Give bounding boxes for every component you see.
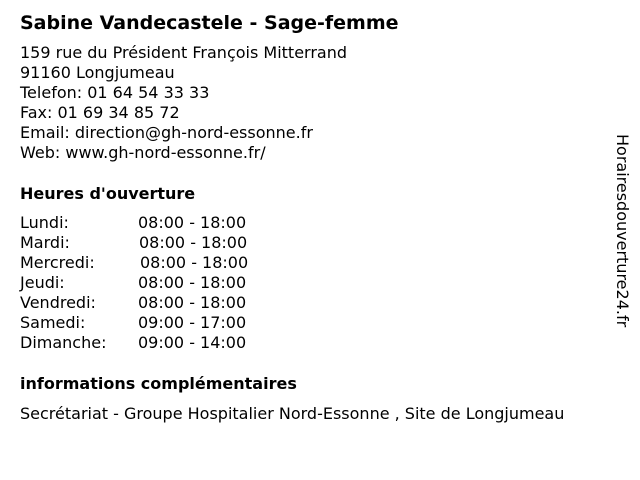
time-range: 08:00 - 18:00 bbox=[138, 273, 247, 292]
time-range: 08:00 - 18:00 bbox=[139, 233, 248, 252]
street-address: 159 rue du Président François Mitterrand bbox=[20, 43, 348, 62]
day-label: Dimanche: bbox=[20, 333, 107, 352]
day-label: Jeudi: bbox=[20, 273, 65, 292]
time-range: 09:00 - 17:00 bbox=[138, 313, 247, 332]
website-url: Web: www.gh-nord-essonne.fr/ bbox=[20, 143, 266, 162]
fax-number: Fax: 01 69 34 85 72 bbox=[20, 103, 180, 122]
opening-hours-heading: Heures d'ouverture bbox=[20, 184, 196, 203]
time-range: 08:00 - 18:00 bbox=[140, 253, 249, 272]
additional-info-heading: informations complémentaires bbox=[20, 374, 297, 393]
day-label: Mardi: bbox=[20, 233, 70, 252]
page-title: Sabine Vandecastele - Sage-femme bbox=[20, 12, 399, 34]
day-label: Samedi: bbox=[20, 313, 86, 332]
phone-number: Telefon: 01 64 54 33 33 bbox=[20, 83, 210, 102]
time-range: 08:00 - 18:00 bbox=[138, 213, 247, 232]
email-address: Email: direction@gh-nord-essonne.fr bbox=[20, 123, 313, 142]
time-range: 09:00 - 14:00 bbox=[138, 333, 247, 352]
time-range: 08:00 - 18:00 bbox=[138, 293, 247, 312]
day-label: Vendredi: bbox=[20, 293, 96, 312]
day-label: Mercredi: bbox=[20, 253, 95, 272]
postal-city: 91160 Longjumeau bbox=[20, 63, 175, 82]
day-label: Lundi: bbox=[20, 213, 69, 232]
contact-block bbox=[20, 43, 347, 163]
additional-info-text: Secrétariat - Groupe Hospitalier Nord-Essonne , Site de Longjumeau bbox=[20, 404, 565, 423]
site-watermark: Horairesdouverture24.fr bbox=[613, 134, 632, 328]
